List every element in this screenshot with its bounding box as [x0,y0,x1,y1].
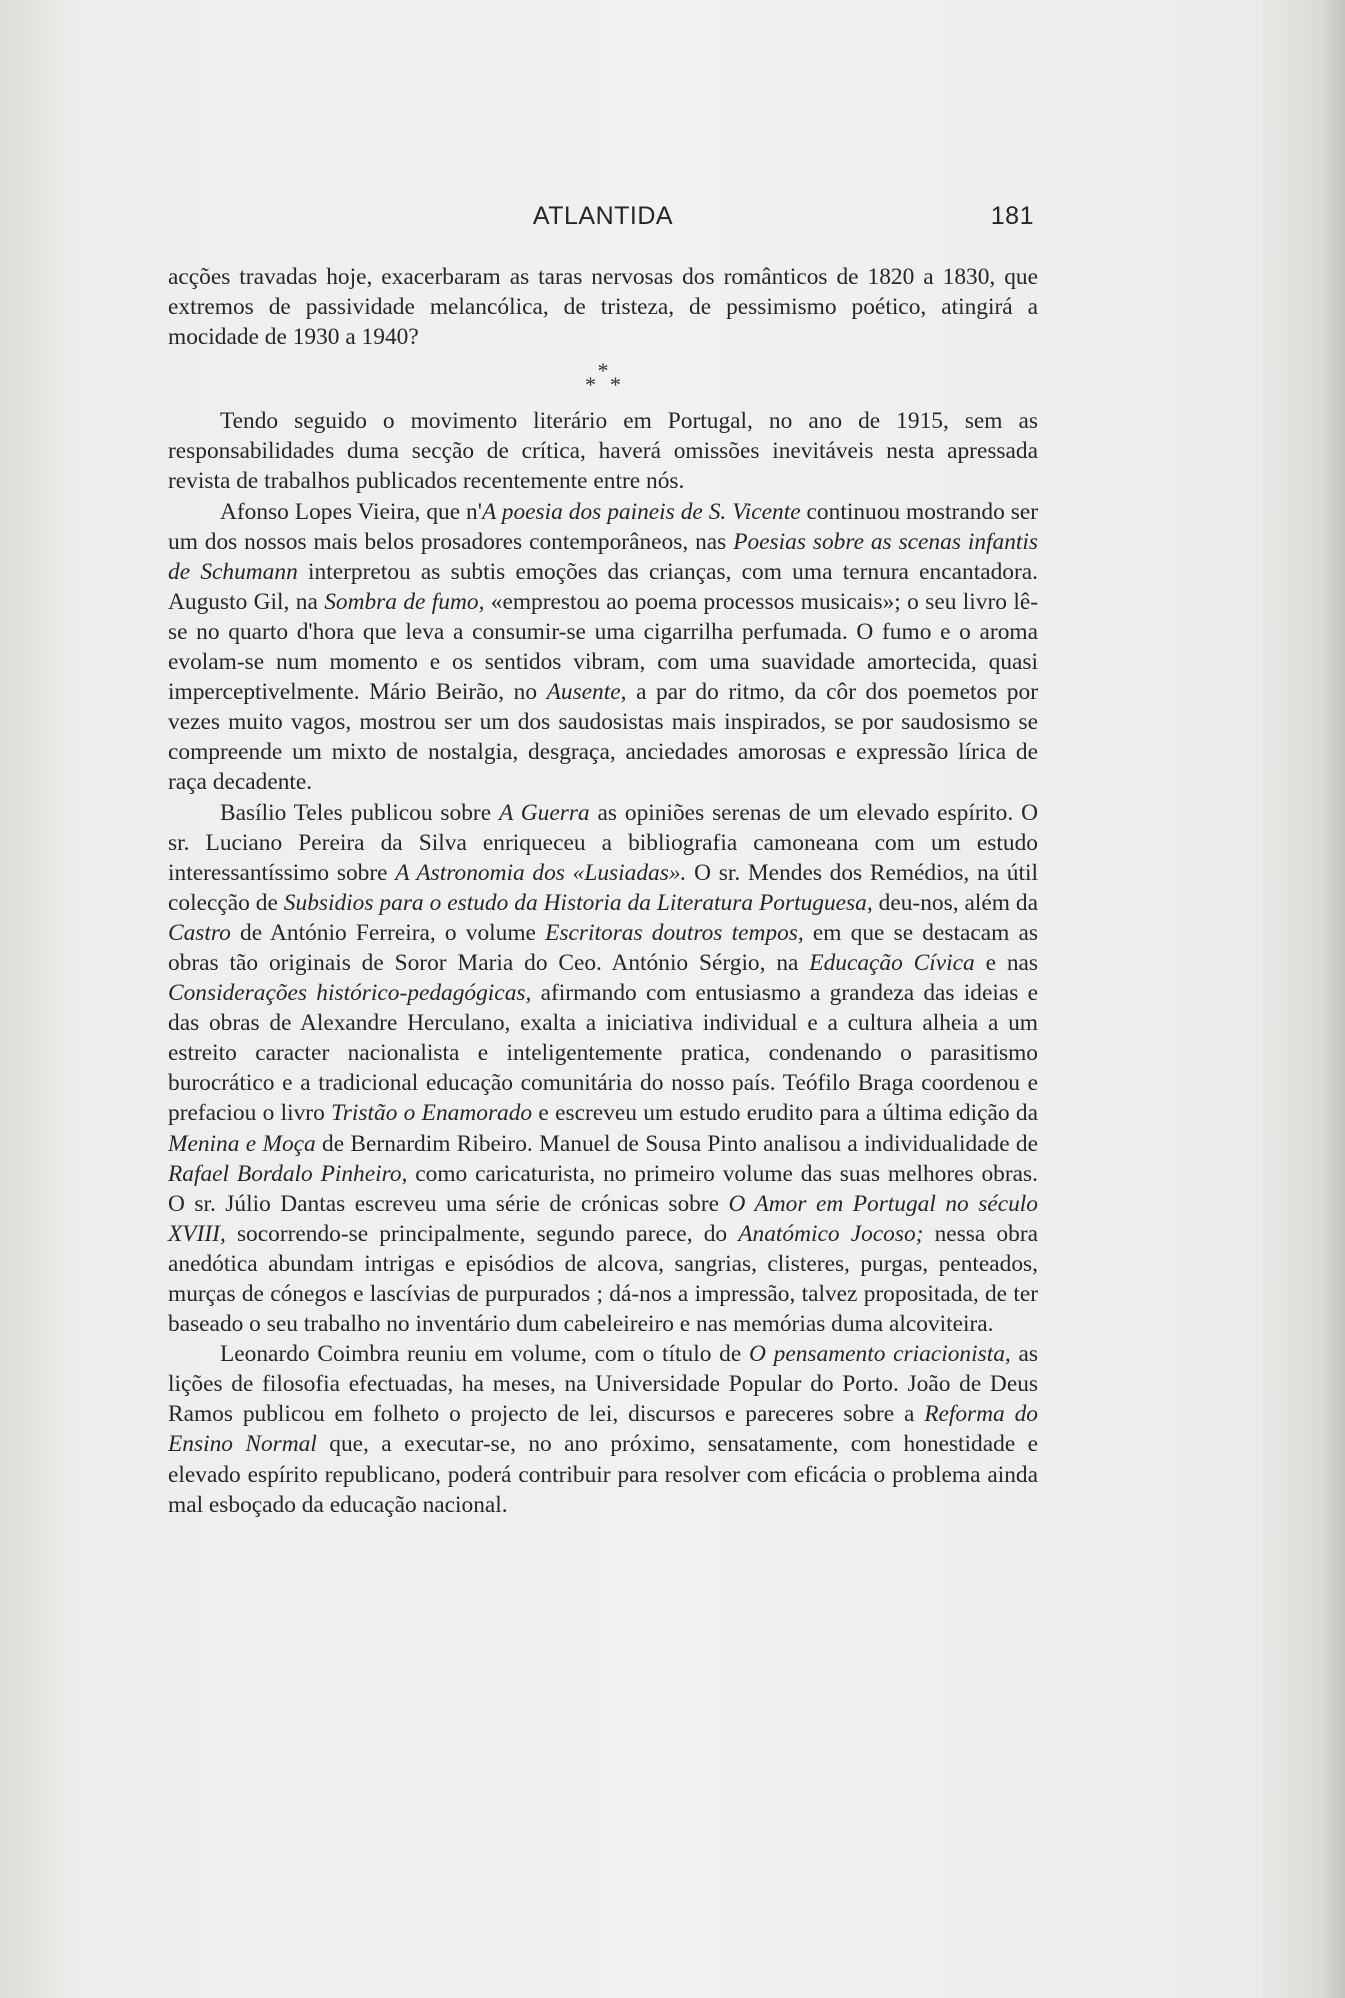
paragraph-text: continuou mostrando ser um dos nossos mais belos prosadores contemporâneos, nas [168,498,1039,555]
page-edge-shadow [1321,0,1345,1998]
paragraph [168,262,1038,352]
paragraph [168,1339,1038,1520]
paragraph-text: «emprestou ao poema processos musicais»; o seu livro lê-se no quarto d'hora que leva a consumir-se uma cigarrilha perfumada. O fumo e o aroma evolam-se num momento e os sentidos vibram, com uma suavidade amortecida, quasi imperceptivelmente. Mário Beirão, no [168,588,1038,706]
running-head [168,198,1038,238]
paragraph-text: em que se destacam as obras tão originais de Soror Maria do Ceo. António Sérgio, na [168,919,1038,976]
paragraph-text: as opiniões serenas de um elevado espírito. O sr. Luciano Pereira da Silva enriqueceu a bibliografia camoneana com um estudo interessantíssimo sobre [168,799,1038,886]
paragraph-text: nessa obra anedótica abundam intrigas e episódios de alcova, sangrias, clisteres, purgas, penteados, murças de cónegos e lascívias de purpurados ; dá-nos a impressão, talvez propositada, de ter baseado o seu trabalho no inventário dum cabeleireiro e nas memórias duma alcoviteira. [168,1220,1038,1338]
italic-title-text: A poesia dos paineis de S. Vicente [481,498,801,525]
paragraph-text: as lições de filosofia efectuadas, ha meses, na Universidade Popular do Porto. João de Deus Ramos publicou em folheto o projecto de lei, discursos e pareceres sobre a [168,1341,1038,1428]
italic-title-text: Ausente, [546,679,627,706]
italic-title-text: Considerações histórico-pedagógicas, [168,980,532,1007]
paragraph-text: como caricaturista, no primeiro volume das suas melhores obras. O sr. Júlio Dantas escreveu uma série de crónicas sobre [168,1160,1039,1217]
italic-title-text: A Guerra [498,799,590,826]
paragraph-text: afirmando com entusiasmo a grandeza das ideias e das obras de Alexandre Herculano, exalta a iniciativa individual e a cultura alheia a um estreito caracter nacionalista e inteligentemente pratica, condenando o parasitismo burocrático e a tradicional educação comunitária do nosso país. Teófilo Braga coordenou e prefaciou o livro [168,980,1039,1127]
asterism-left-star: * [585,372,596,398]
paragraph-text: e escreveu um estudo erudito para a última edição da [532,1100,1039,1127]
paragraph [168,798,1038,1340]
paragraph-text: Basílio Teles publicou sobre [220,799,499,826]
italic-title-text: Educação Cívica [809,949,975,976]
asterism-bottom-row [168,372,1038,398]
paragraph [168,497,1038,798]
italic-title-text: Reforma do Ensino Normal [168,1401,1038,1458]
paragraph-text: a par do ritmo, da côr dos poemetos por vezes muito vagos, mostrou ser um dos saudosistas mais inspirados, se por saudosismo se compreende um mixto de nostalgia, desgraça, anciedades amorosas e expressão lírica de raça decadente. [168,679,1038,796]
paragraph-text: O sr. Mendes dos Remédios, na útil colecção de [168,859,1038,916]
italic-title-text: O Amor em Portugal no século XVIII, [168,1190,1038,1247]
italic-title-text: A Astronomia dos «Lusiadas». [395,859,687,886]
paragraph-text: Leonardo Coimbra reuniu em volume, com o título de [220,1341,750,1368]
italic-title-text: Sombra de fumo, [324,588,485,615]
asterism-top-star: * [597,358,609,384]
paragraph-text: Tendo seguido o movimento literário em Portugal, no ano de 1915, sem as responsabilidades duma secção de crítica, haverá omissões inevitáveis nesta apressada revista de trabalhos publicados recentemente entre nós. [168,408,1038,495]
italic-title-text: Anatómico Jocoso; [738,1220,924,1247]
text-block [168,198,1038,1520]
paragraph [168,406,1038,496]
italic-title-text: Escritoras doutros tempos, [545,919,804,946]
journal-title: ATLANTIDA [532,202,674,230]
italic-title-text: Rafael Bordalo Pinheiro, [168,1160,408,1187]
italic-title-text: Castro [168,919,231,946]
italic-title-text: Poesias sobre as scenas infantis de Schumann [168,528,1039,585]
paragraph-text: e nas [974,949,1039,976]
italic-title-text: Menina e Moça [168,1130,316,1157]
asterism-right-star: * [610,372,621,398]
italic-title-text: Subsidios para o estudo da Historia da Literatura Portuguesa, [283,889,873,916]
italic-title-text: Tristão o Enamorado [331,1100,533,1127]
paragraph-text: socorrendo-se principalmente, segundo parece, do [225,1220,739,1247]
paragraph-text: que, a executar-se, no ano próximo, sensatamente, com honestidade e elevado espírito republicano, poderá contribuir para resolver com eficácia o problema ainda mal esboçado da educação nacional. [168,1431,1038,1518]
paragraph-text: Afonso Lopes Vieira, que n' [220,498,482,525]
paragraph-text: de Bernardim Ribeiro. Manuel de Sousa Pinto analisou a individualidade de [315,1130,1038,1157]
paragraph-text: acções travadas hoje, exacerbaram as taras nervosas dos românticos de 1820 a 1830, que extremos de passividade melancólica, de tristeza, de pessimismo poético, atingirá a mocidade de 1930 a 1940? [168,264,1038,351]
italic-title-text: O pensamento criacionista, [749,1341,1011,1368]
article-body [168,262,1038,1520]
paragraph-text: interpretou as subtis emoções das crianças, com uma ternura encantadora. Augusto Gil, na [168,558,1039,615]
section-break-asterism [168,352,1038,406]
paragraph-text: de António Ferreira, o volume [230,919,546,946]
paragraph-text: deu-nos, além da [872,889,1038,916]
page-number: 181 [990,202,1034,230]
